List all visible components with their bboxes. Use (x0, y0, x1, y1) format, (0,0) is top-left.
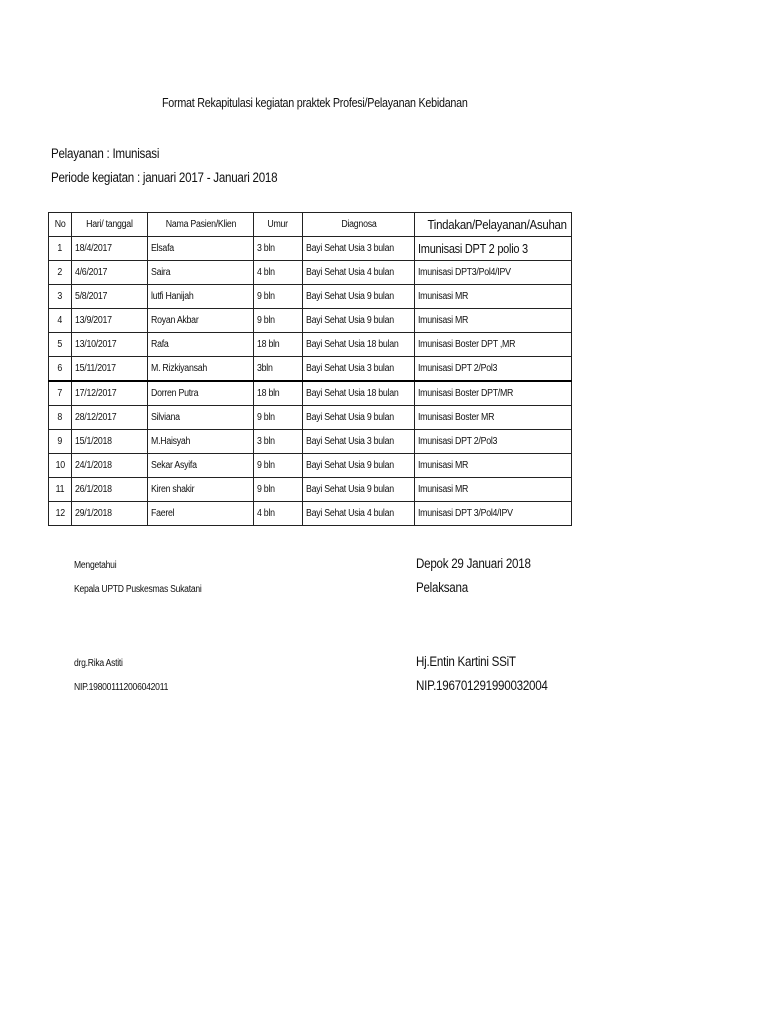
acknowledged-label: Mengetahui (74, 560, 117, 571)
cell-name: Sekar Asyifa (148, 454, 254, 478)
header-diagnosis: Diagnosa (303, 213, 415, 237)
cell-date: 15/1/2018 (72, 430, 148, 454)
cell-name: Dorren Putra (148, 381, 254, 406)
cell-age: 3 bln (254, 430, 303, 454)
cell-diagnosis: Bayi Sehat Usia 4 bulan (303, 261, 415, 285)
header-date: Hari/ tanggal (72, 213, 148, 237)
cell-diagnosis: Bayi Sehat Usia 3 bulan (303, 357, 415, 382)
cell-name: Faerel (148, 502, 254, 526)
cell-action: Imunisasi Boster MR (415, 406, 572, 430)
cell-diagnosis: Bayi Sehat Usia 18 bulan (303, 333, 415, 357)
cell-no: 12 (49, 502, 72, 526)
head-name: drg.Rika Astiti (74, 658, 123, 669)
table-row (49, 406, 572, 430)
cell-date: 15/11/2017 (72, 357, 148, 382)
head-position: Kepala UPTD Puskesmas Sukatani (74, 584, 202, 595)
cell-age: 18 bln (254, 333, 303, 357)
cell-date: 29/1/2018 (72, 502, 148, 526)
table-row (49, 478, 572, 502)
cell-name: lutfi Hanijah (148, 285, 254, 309)
cell-action: Imunisasi MR (415, 285, 572, 309)
head-nip: NIP.198001112006042011 (74, 682, 169, 693)
period-label: Periode kegiatan : januari 2017 - Januari 2018 (51, 170, 278, 185)
document-title: Format Rekapitulasi kegiatan praktek Profesi/Pelayanan Kebidanan (162, 96, 468, 110)
service-label: Pelayanan : Imunisasi (51, 146, 160, 161)
cell-date: 13/9/2017 (72, 309, 148, 333)
table-header-row (49, 213, 572, 237)
cell-diagnosis: Bayi Sehat Usia 9 bulan (303, 309, 415, 333)
cell-age: 9 bln (254, 309, 303, 333)
cell-date: 26/1/2018 (72, 478, 148, 502)
cell-diagnosis: Bayi Sehat Usia 9 bulan (303, 478, 415, 502)
header-no: No (49, 213, 72, 237)
cell-age: 18 bln (254, 381, 303, 406)
cell-diagnosis: Bayi Sehat Usia 4 bulan (303, 502, 415, 526)
table-row (49, 237, 572, 261)
cell-name: Saira (148, 261, 254, 285)
cell-date: 13/10/2017 (72, 333, 148, 357)
cell-date: 4/6/2017 (72, 261, 148, 285)
cell-age: 9 bln (254, 285, 303, 309)
cell-diagnosis: Bayi Sehat Usia 3 bulan (303, 430, 415, 454)
cell-date: 28/12/2017 (72, 406, 148, 430)
cell-no: 3 (49, 285, 72, 309)
table-row (49, 454, 572, 478)
cell-action: Imunisasi MR (415, 454, 572, 478)
cell-name: Silviana (148, 406, 254, 430)
cell-age: 9 bln (254, 454, 303, 478)
cell-action: Imunisasi DPT 2/Pol3 (415, 430, 572, 454)
cell-action: Imunisasi DPT 3/Pol4/IPV (415, 502, 572, 526)
cell-name: Royan Akbar (148, 309, 254, 333)
cell-no: 9 (49, 430, 72, 454)
cell-action: Imunisasi MR (415, 309, 572, 333)
cell-age: 3bln (254, 357, 303, 382)
cell-diagnosis: Bayi Sehat Usia 3 bulan (303, 237, 415, 261)
cell-name: Elsafa (148, 237, 254, 261)
cell-no: 4 (49, 309, 72, 333)
cell-action: Imunisasi Boster DPT ,MR (415, 333, 572, 357)
cell-diagnosis: Bayi Sehat Usia 18 bulan (303, 381, 415, 406)
cell-action: Imunisasi DPT3/Pol4/IPV (415, 261, 572, 285)
cell-name: M.Haisyah (148, 430, 254, 454)
place-date: Depok 29 Januari 2018 (416, 556, 531, 571)
cell-age: 9 bln (254, 406, 303, 430)
cell-date: 24/1/2018 (72, 454, 148, 478)
header-name: Nama Pasien/Klien (148, 213, 254, 237)
cell-name: Rafa (148, 333, 254, 357)
cell-diagnosis: Bayi Sehat Usia 9 bulan (303, 406, 415, 430)
executor-name: Hj.Entin Kartini SSiT (416, 654, 516, 669)
table-row (49, 381, 572, 406)
table-row (49, 357, 572, 382)
cell-age: 4 bln (254, 261, 303, 285)
cell-age: 9 bln (254, 478, 303, 502)
cell-no: 1 (49, 237, 72, 261)
cell-action: Imunisasi DPT 2 polio 3 (415, 237, 572, 261)
cell-no: 5 (49, 333, 72, 357)
cell-no: 11 (49, 478, 72, 502)
cell-age: 4 bln (254, 502, 303, 526)
cell-name: Kiren shakir (148, 478, 254, 502)
table-row (49, 430, 572, 454)
cell-no: 8 (49, 406, 72, 430)
table-row (49, 261, 572, 285)
executor-role: Pelaksana (416, 580, 468, 595)
cell-name: M. Rizkiyansah (148, 357, 254, 382)
cell-action: Imunisasi DPT 2/Pol3 (415, 357, 572, 382)
executor-nip: NIP.196701291990032004 (416, 678, 548, 693)
cell-no: 10 (49, 454, 72, 478)
cell-diagnosis: Bayi Sehat Usia 9 bulan (303, 285, 415, 309)
cell-no: 2 (49, 261, 72, 285)
cell-no: 7 (49, 381, 72, 406)
table-row (49, 333, 572, 357)
table-row (49, 502, 572, 526)
cell-diagnosis: Bayi Sehat Usia 9 bulan (303, 454, 415, 478)
recap-table (48, 212, 572, 526)
cell-action: Imunisasi MR (415, 478, 572, 502)
table-row (49, 309, 572, 333)
cell-action: Imunisasi Boster DPT/MR (415, 381, 572, 406)
cell-date: 17/12/2017 (72, 381, 148, 406)
cell-date: 5/8/2017 (72, 285, 148, 309)
header-age: Umur (254, 213, 303, 237)
table-row (49, 285, 572, 309)
header-action: Tindakan/Pelayanan/Asuhan (415, 213, 572, 237)
cell-no: 6 (49, 357, 72, 382)
cell-age: 3 bln (254, 237, 303, 261)
cell-date: 18/4/2017 (72, 237, 148, 261)
